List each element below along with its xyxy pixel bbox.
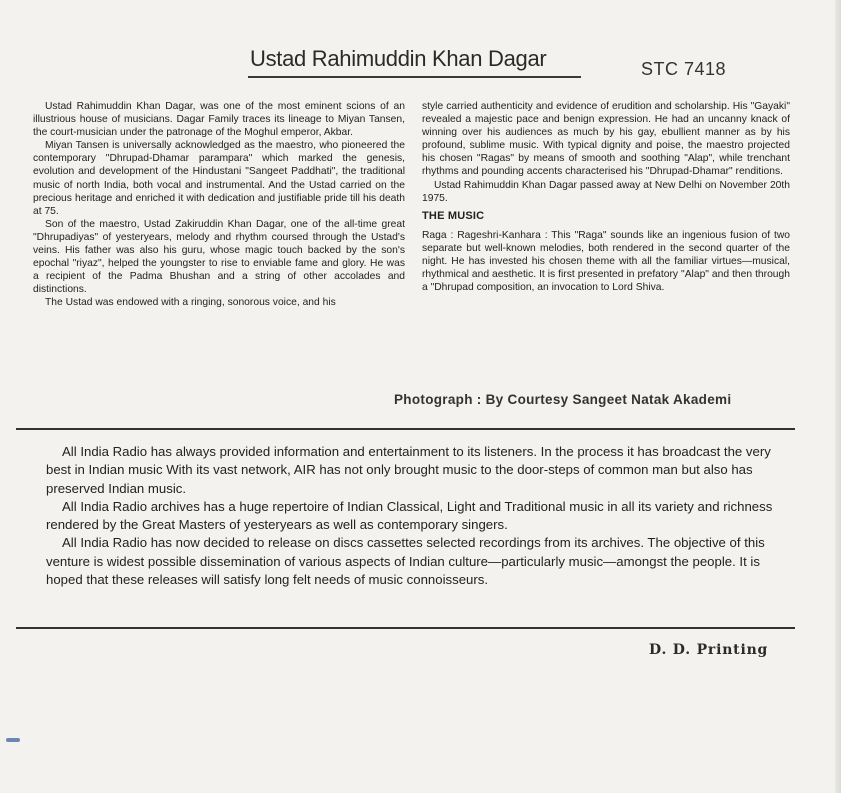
bio-column-right — [422, 100, 790, 294]
page-edge — [835, 0, 841, 793]
title-underline — [248, 76, 581, 78]
divider-rule — [16, 428, 795, 430]
page-title: Ustad Rahimuddin Khan Dagar — [250, 46, 547, 71]
blue-ink-mark — [6, 738, 20, 742]
divider-rule — [16, 627, 795, 629]
bio-paragraph: Ustad Rahimuddin Khan Dagar, was one of the most eminent scions of an illustrious house of musicians. Dagar Family traces its lineage to Miyan Tansen, the court-musician under the patronage of the Moghul emperor, Akbar. — [33, 101, 405, 139]
music-heading: THE MUSIC — [422, 209, 485, 222]
catalog-number: STC 7418 — [641, 59, 727, 79]
air-paragraph: All India Radio has always provided information and entertainment to its listeners. In the process it has broadcast the very best in Indian music With its vast network, AIR has not only brought music to the door-steps of common man but also has preserved Indian music. — [46, 444, 771, 496]
photo-credit: Photograph : By Courtesy Sangeet Natak Akademi — [394, 392, 732, 407]
printer-credit: D. D. Printing — [649, 642, 769, 658]
bio-paragraph: Ustad Rahimuddin Khan Dagar passed away at New Delhi on November 20th 1975. — [422, 179, 790, 204]
air-statement — [46, 443, 774, 589]
music-description: Raga : Rageshri-Kanhara : This "Raga" sounds like an ingenious fusion of two separate but well-known melodies, both rendered in the second quarter of the night. He has invested his chosen theme with all the familiar virtues—musical, rhythmical and aesthetic. It is first presented in prefatory "Alap" and then through a "Dhrupad composition, an invocation to Lord Shiva. — [422, 229, 790, 294]
bio-paragraph: Son of the maestro, Ustad Zakiruddin Khan Dagar, one of the all-time great "Dhrupadiyas" of yesteryears, melody and rhythm coursed through the Ustad's veins. His father was also his guru, whose magic touch backed by the son's epochal "riyaz", helped the youngster to rise to enviable fame and glory. He was a recipient of the Padma Bhushan and a string of other accolades and distinctions. — [33, 218, 405, 296]
bio-paragraph: style carried authenticity and evidence of erudition and scholarship. His "Gayaki" revealed a majestic pace and benign expression. He had an uncanny knack of winning over his audiences as much by his gay, ebullient manner as by his profound, sublime music. With typical dignity and poise, the maestro projected his chosen "Ragas" by means of smooth and soothing "Alap", while trenchant rhythms and pounding accents characterised his "Dhrupad-Dhamar" renditions. — [422, 101, 790, 178]
bio-paragraph: Miyan Tansen is universally acknowledged as the maestro, who pioneered the contemporary "Dhrupad-Dhamar parampara" which marked the genesis, evolution and development of the Hindustani "Sangeet Paddhati", the traditional music of north India, both vocal and instrumental. And the Ustad carried on the precious heritage and enriched it with dedication and justifiable pride till his death at 75. — [33, 140, 405, 217]
bio-paragraph: The Ustad was endowed with a ringing, sonorous voice, and his — [45, 297, 336, 309]
air-paragraph: All India Radio archives has a huge repertoire of Indian Classical, Light and Traditional music in all its variety and richness rendered by the Great Masters of yesteryears as well as contemporary singers. — [46, 498, 773, 533]
bio-column-left — [33, 100, 405, 310]
air-paragraph: All India Radio has now decided to release on discs cassettes selected recordings from its archives. The objective of this venture is widest possible dissemination of various aspects of Indian culture—particularly music—amongst the people. It is hoped that these releases will satisfy long felt needs of music connoisseurs. — [46, 535, 765, 588]
